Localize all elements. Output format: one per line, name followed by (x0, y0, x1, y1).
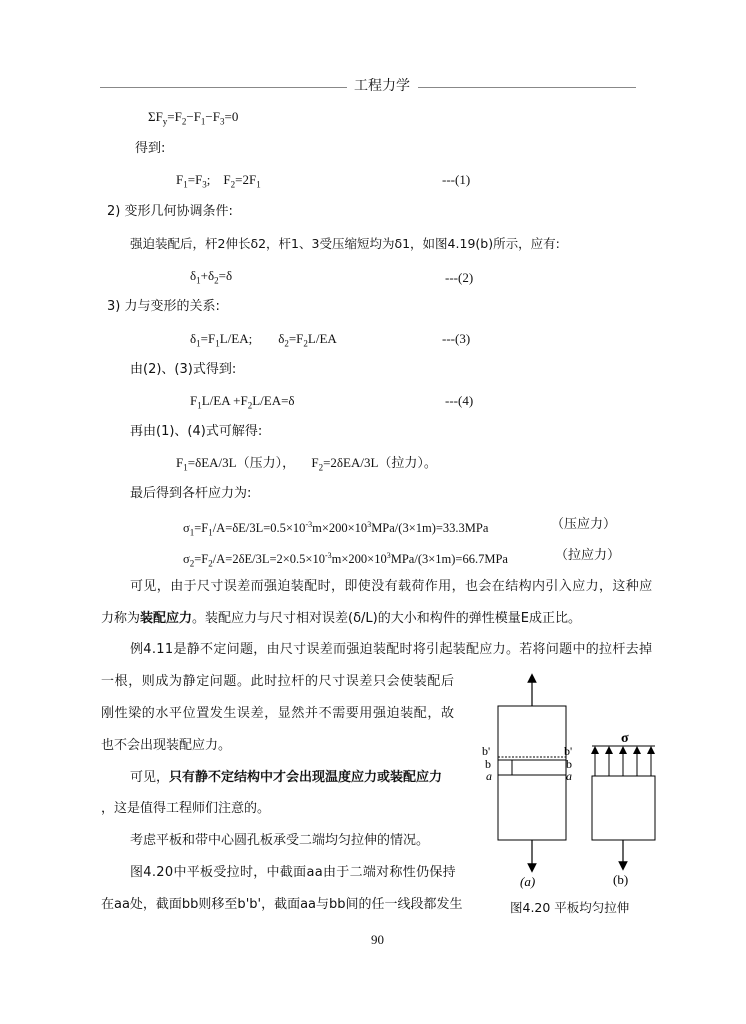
text: 力称为 (101, 611, 141, 626)
equation-forces: $F_1=\delta EA/3L$（压力）， $F_2=2\delta EA/3L$（拉力）。 (176, 455, 437, 473)
text-from-2-3: 由(2)、(3)式得到: (130, 362, 237, 377)
label-a-left: a (486, 769, 492, 783)
text-final-stress: 最后得到各杆应力为: (130, 486, 252, 501)
paragraph-2-line-3: 刚性梁的水平位置发生误差，显然并不需要用强迫装配，故 (101, 706, 455, 721)
label-tensile: （拉应力） (555, 548, 621, 563)
key-conclusion: 只有静不定结构中才会出现温度应力或装配应力 (169, 770, 443, 785)
label-b-right: b (566, 757, 572, 771)
equation-4-number: ---(4) (445, 393, 474, 408)
sigma-label: σ (621, 731, 629, 746)
equation-3-number: ---(3) (442, 331, 471, 346)
equation-2: $\delta_1+\delta_2=\delta$ (190, 268, 233, 286)
page-header-title: 工程力学 (354, 78, 410, 94)
figure-caption: 图4.20 平板均匀拉伸 (510, 900, 630, 915)
paragraph-4: 考虑平板和带中心圆孔板承受二端均匀拉伸的情况。 (130, 833, 430, 848)
plate-b (592, 746, 655, 866)
equation-2-number: ---(2) (445, 270, 474, 285)
equation-sigma2: $\sigma_2=F_2/A=2\delta E/3L=2\times 0.5\times 10^{-3}m\times 200\times 10^3MPa/(3\times 1m)=66.7MPa$ (183, 551, 508, 569)
equation-1: $F_1=F_3$; $F_2=2F_1$ (176, 172, 261, 190)
term-assembly-stress: 装配应力 (140, 611, 193, 626)
label-b-left: b (485, 757, 491, 771)
paragraph-1-line-2 (101, 611, 581, 627)
text-from-1-4: 再由(1)、(4)式可解得: (130, 424, 263, 439)
equation-1-number: ---(1) (442, 172, 471, 187)
header-rule-right (418, 87, 636, 88)
equation-sigma1: $\sigma_1=F_1/A=\delta E/3L=0.5\times 10^{-3}m\times 200\times 10^3MPa/(3\times 1m)=33.3MPa$ (183, 520, 489, 538)
paragraph-3-line-1 (130, 770, 442, 786)
equation-sum-fy: $\Sigma F_y=F_2-F_1-F_3=0$ (148, 109, 239, 127)
paragraph-2-line-4: 也不会出现装配应力。 (101, 738, 232, 753)
header-rule-left (100, 87, 347, 88)
paragraph-5-line-1: 图4.20中平板受拉时，中截面aa由于二端对称性仍保持 (130, 865, 456, 880)
text: 。装配应力与尺寸相对误差(δ/L)的大小和构件的弹性模量E成正比。 (192, 611, 581, 626)
paragraph-1-line-1: 可见，由于尺寸误差而强迫装配时，即使没有载荷作用，也会在结构内引入应力，这种应 (130, 579, 653, 594)
paragraph-3-line-2: ，这是值得工程师们注意的。 (101, 801, 271, 816)
page-number: 90 (371, 932, 384, 947)
label-sub-a: (a) (520, 874, 536, 889)
label-sub-b: (b) (613, 872, 629, 887)
plate-a (498, 678, 566, 868)
text-forced-assembly: 强迫装配后，杆2伸长δ2，杆1、3受压缩短均为δ1，如图4.19(b)所示，应有: (130, 236, 560, 251)
paragraph-2-line-2: 一根，则成为静定问题。此时拉杆的尺寸误差只会使装配后 (101, 674, 455, 689)
equation-3: $\delta_1=F_1L/EA$; $\delta_2=F_2L/EA$ (190, 331, 337, 349)
label-b-prime-left: b' (482, 744, 491, 758)
equation-4: $F_1L/EA +F_2L/EA=\delta$ (190, 393, 295, 411)
text: 可见， (130, 770, 170, 785)
paragraph-2-line-1: 例4.11是静不定问题，由尺寸误差而强迫装配时将引起装配应力。若将问题中的拉杆去掉 (130, 642, 653, 657)
label-b-prime-right: b' (564, 744, 573, 758)
paragraph-5-line-2: 在aa处，截面bb则移至b'b'，截面aa与bb间的任一线段都发生 (101, 897, 463, 912)
heading-force-deformation: 3) 力与变形的关系: (107, 299, 220, 314)
heading-compatibility: 2) 变形几何协调条件: (107, 204, 233, 219)
label-compressive: （压应力） (551, 517, 617, 532)
text-dedao: 得到: (135, 141, 166, 156)
label-a-right: a (566, 769, 572, 783)
